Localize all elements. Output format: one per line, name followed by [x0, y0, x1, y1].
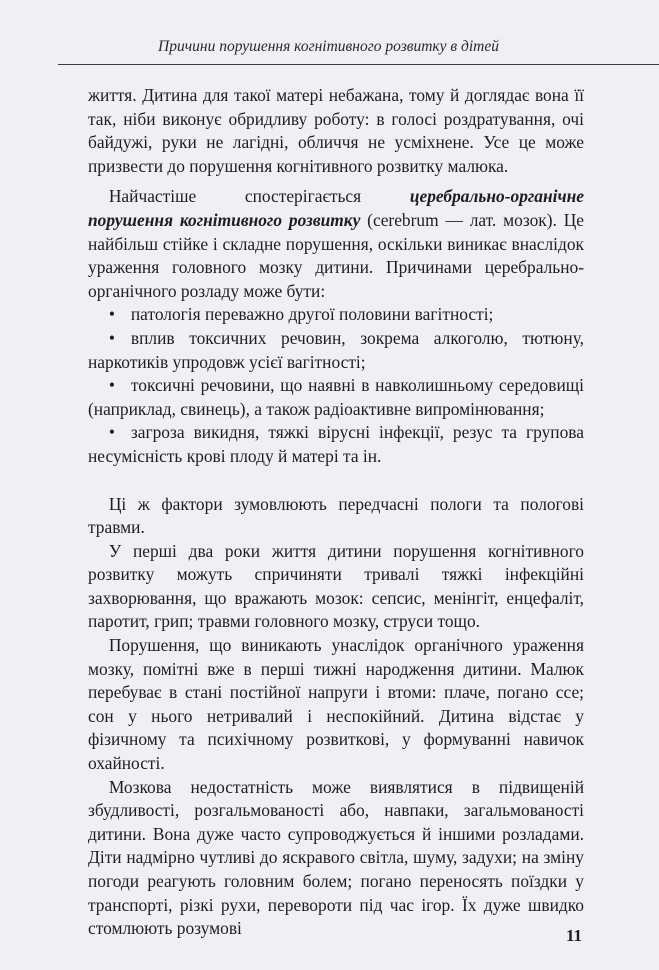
- bullet-item: [88, 374, 584, 421]
- bullet-text: вплив токсичних речовин, зокрема алкоголю, тютюну, наркотиків упродовж усієї вагітності;: [88, 327, 584, 372]
- paragraph: [88, 493, 584, 540]
- paragraph: життя. Дитина для такої матері небажана, тому й доглядає вона її так, ніби виконує обридливу роботу: в голосі роздратування, очі байдужі, руки не лагідні, обличчя не усміхнене. Усе це може призвести до порушення когнітивного розвитку малюка.: [88, 85, 584, 176]
- bullet-text: патологія переважно другої половини вагітності;: [130, 304, 494, 325]
- bullet-text: токсичні речовини, що наявні в навколишньому середовищі (наприклад, свинець), а також радіоактивне випромінювання;: [88, 375, 584, 419]
- paragraph: [88, 776, 584, 941]
- paragraph: [88, 185, 584, 303]
- paragraph-text: (cerebrum — лат. мозок). Це найбільш стійке і складне порушення, оскільки виникає внаслідок ураження головного мозку дитини. Причинами церебрально-органічного розладу може бути:: [88, 209, 584, 301]
- bullet-icon: •: [108, 327, 115, 348]
- paragraph-text: Ці ж фактори зумовлюють передчасні пологи та пологові травми.: [88, 493, 584, 538]
- paragraph-text: У перші два роки життя дитини порушення когнітивного розвитку можуть спричиняти тривалі тяжкі інфекційні захворювання, що вражають мозок: сепсис, менінгіт, енцефаліт, паротит, грип; травми головного мозку, струси тощо.: [88, 540, 584, 632]
- header-divider: [58, 64, 659, 65]
- paragraph-text: Мозкова недостатність може виявлятися в підвищеній збудливості, розгальмованості або, навпаки, загальмованості дитини. Вона дуже часто супроводжується й іншими розладами. Діти надмірно чутливі до яскравого світла, шуму, задухи; на зміну погоди реагують головним болем; погано переносять поїздки у транспорті, різкі рухи, перевороти під час ігор. Їх дуже швидко стомлюють розумові: [88, 776, 584, 939]
- running-header: Причини порушення когнітивного розвитку в дітей: [158, 38, 499, 55]
- bullet-text: загроза викидня, тяжкі вірусні інфекції, резус та групова несумісність крові плоду й матері та ін.: [88, 422, 584, 466]
- paragraph-text: Порушення, що виникають унаслідок органічного ураження мозку, помітні вже в перші тижні народження дитини. Малюк перебуває в стані постійної напруги і втоми: плаче, погано ссе; сон у нього нетривалий і неспокійний. Дитина відстає у фізичному та психічному розвиткові, у формуванні навичок охайності.: [88, 635, 584, 774]
- paragraph-text: Найчастіше спостерігається: [108, 186, 410, 207]
- emphasized-term: церебрально-органічне порушення когнітивного розвитку: [88, 186, 584, 230]
- page-body: [88, 84, 584, 941]
- bullet-item: [88, 421, 584, 468]
- bullet-icon: •: [108, 304, 115, 325]
- page-number: 11: [566, 926, 583, 945]
- bullet-icon: •: [108, 375, 115, 396]
- bullet-icon: •: [108, 422, 115, 443]
- paragraph: [88, 634, 584, 776]
- bullet-item: [88, 303, 584, 327]
- paragraph: [88, 540, 584, 634]
- bullet-item: [88, 327, 584, 374]
